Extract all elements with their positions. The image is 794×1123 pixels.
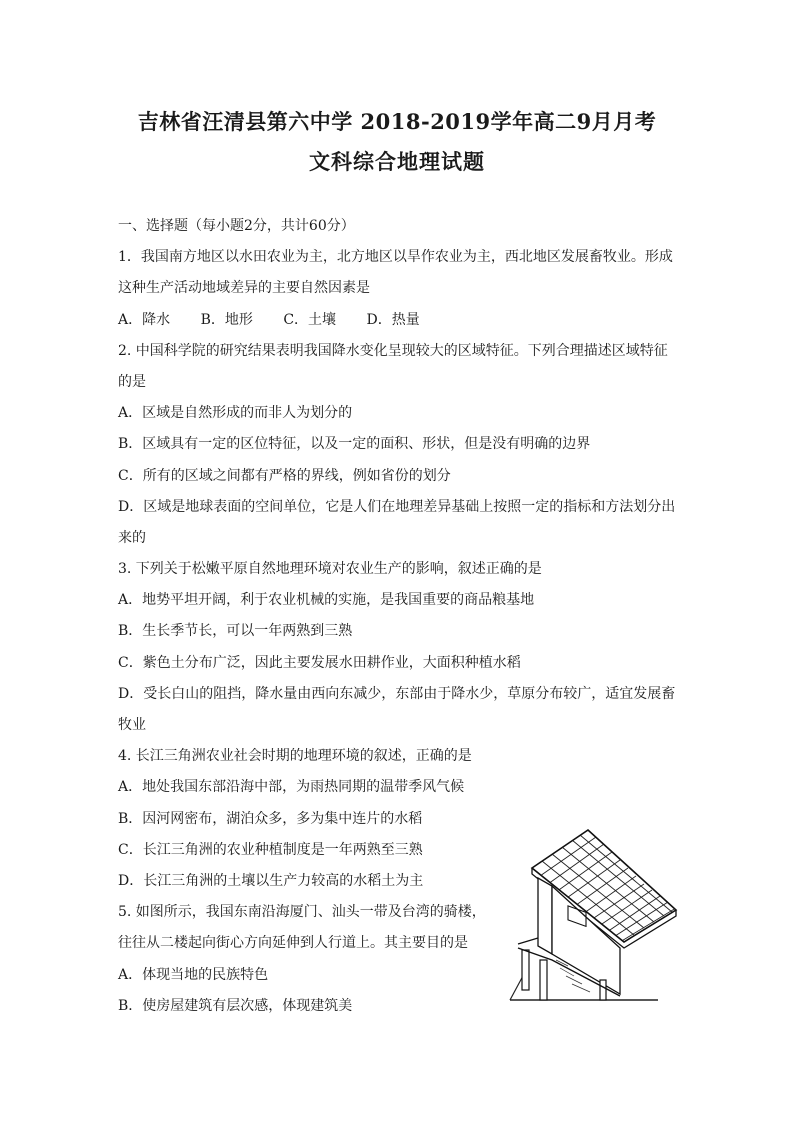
- question-3-option-d: D．受长白山的阻挡，降水量由西向东减少，东部由于降水少，草原分布较广，适宜发展畜: [118, 685, 676, 702]
- question-4-option-a: A．地处我国东部沿海中部，为雨热同期的温带季风气候: [118, 779, 465, 796]
- question-1-stem-line-2: 这种生产活动地域差异的主要自然因素是: [118, 280, 370, 297]
- question-3-option-d-cont: 牧业: [118, 717, 146, 733]
- section-heading: 一、选择题（每小题2分，共计60分）: [118, 218, 355, 234]
- question-1-options: [118, 310, 688, 341]
- question-2-stem-line-1: 2. 中国科学院的研究结果表明我国降水变化呈现较大的区域特征。下列合理描述区域特征: [118, 342, 668, 359]
- question-2-option-b: B．区域具有一定的区位特征，以及一定的面积、形状，但是没有明确的边界: [118, 436, 591, 453]
- question-3-option-a: A．地势平坦开阔，利于农业机械的实施，是我国重要的商品粮基地: [118, 592, 535, 609]
- question-5-option-a: A．体现当地的民族特色: [118, 966, 269, 983]
- question-1-option-a: A．降水: [118, 311, 171, 328]
- page-title: 吉林省汪清县第六中学 2018-2019学年高二9月月考: [137, 109, 657, 134]
- question-5-stem-line-1: 5. 如图所示，我国东南沿海厦门、汕头一带及台湾的骑楼，: [118, 904, 486, 921]
- page-subtitle: 文科综合地理试题: [309, 149, 485, 174]
- question-1-stem-line-1: 1．我国南方地区以水田农业为主，北方地区以旱作农业为主，西北地区发展畜牧业。形成: [118, 249, 673, 266]
- question-1-option-b: B．地形: [200, 311, 253, 328]
- question-5-option-b: B．使房屋建筑有层次感，体现建筑美: [118, 997, 353, 1014]
- question-4-option-b: B．因河网密布，湖泊众多，多为集中连片的水稻: [118, 810, 423, 827]
- arcade-building-icon: [508, 824, 688, 1014]
- question-5-stem-line-2: 往往从二楼起向街心方向延伸到人行道上。其主要目的是: [118, 935, 468, 952]
- question-2-option-c: C．所有的区域之间都有严格的界线，例如省份的划分: [118, 467, 451, 484]
- question-2-option-d-cont: 来的: [118, 529, 146, 546]
- question-1-option-d: D．热量: [366, 311, 420, 328]
- question-3-option-b: B．生长季节长，可以一年两熟到三熟: [118, 623, 353, 640]
- question-4-option-d: D．长江三角洲的土壤以生产力较高的水稻土为主: [118, 872, 424, 889]
- question-2-stem-line-2: 的是: [118, 373, 146, 390]
- question-1-option-c: C．土壤: [283, 311, 337, 328]
- question-3-option-c: C．紫色土分布广泛，因此主要发展水田耕作业，大面积种植水稻: [118, 654, 521, 671]
- question-2-option-d: D．区域是地球表面的空间单位，它是人们在地理差异基础上按照一定的指标和方法划分出: [118, 498, 676, 515]
- question-4-stem: 4. 长江三角洲农业社会时期的地理环境的叙述，正确的是: [118, 748, 472, 765]
- question-4-option-c: C．长江三角洲的农业种植制度是一年两熟至三熟: [118, 841, 423, 858]
- question-2-option-a: A．区域是自然形成的而非人为划分的: [118, 405, 353, 422]
- question-3-stem: 3. 下列关于松嫩平原自然地理环境对农业生产的影响，叙述正确的是: [118, 561, 542, 578]
